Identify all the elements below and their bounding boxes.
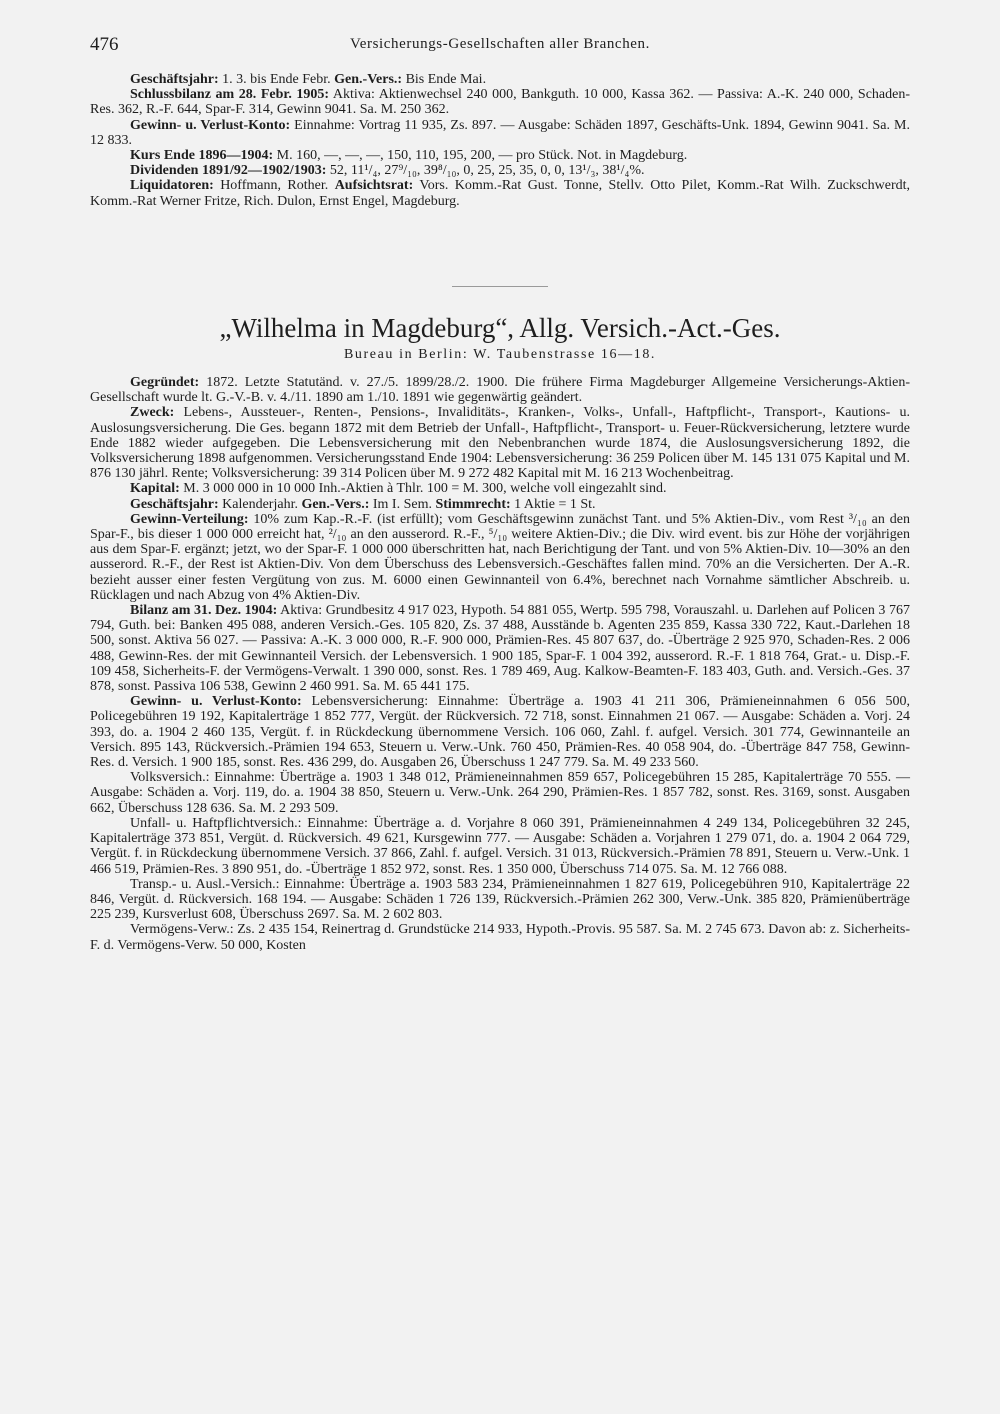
text: 1. 3. bis Ende Febr. [218,72,335,87]
entry-kurs [90,148,910,163]
text: Volksversich.: Einnahme: Überträge a. 1903 1 348 012, Prämieneinnahmen 859 657, Policegebühren 15 285, Kapitalerträge 70 555. — Ausgabe: Schäden a. Vorj. 119, do. a. 1904 38 850, Steuern u. Verw.-Unk. 264 290, Prämien-Res. 1 857 782, sonst. Res. 3169, sonst. Ausgaben 662, Überschuss 128 636. Sa. M. 2 293 509. [90,770,910,816]
text: 52, 11¹/₄, 27⁹/₁₀, 39⁸/₁₀, 0, 25, 25, 35, 0, 0, 13¹/₃, 38¹/₄%. [326,163,645,179]
entry-liquidatoren [90,178,910,208]
entry-dividenden [90,163,910,178]
text: Lebens-, Aussteuer-, Renten-, Pensions-, Invaliditäts-, Kranken-, Volks-, Unfall-, Haftpflicht-, Transport-, Kautions- u. Auslosungsversicherung. Die Ges. begann 1872 mit dem Betrieb der Unfall-, Haftpflicht-, Transport- u. Feuer-Rückversicherung, letztere wurde Ende 1882 wieder aufgegeben. Die Lebensversicherung mit den Nebenbranchen wurde 1874, die Auslosungsversicherung 1892, die Volksversicherung 1898 aufgenommen. Versicherungsstand Ende 1904: Lebensversicherung: 36 259 Policen über M. 145 131 075 Kapital und M. 876 130 jährl. Rente; Volksversicherung: 39 314 Policen über M. 9 272 482 Kapital mit M. 16 213 Wochenbeitrag. [90,405,910,482]
text: M. 3 000 000 in 10 000 Inh.-Aktien à Thlr. 100 = M. 300, welche voll eingezahlt sind. [179,481,667,497]
entry-vermoegens [90,922,910,952]
text: Lebensversicherung: Einnahme: Überträge a. 1903 41 211 306, Prämieneinnahmen 6 056 500, Policegebühren 19 192, Kapitalerträge 1 852 777, Vergüt. der Rückversich. 72 718, sonst. Einnahmen 21 067. — Ausgabe: Schäden a. Vorj. 24 393, do. a. 1904 2 460 135, Vergüt. f. in Rückdeckung übernommene Versich. 106 060, Zahl. f. aufgel. Versich. 301 774, Gewinnanteile an Versich. 895 143, Rückversich.-Prämien 194 653, Steuern u. Verw.-Unk. 760 450, Prämien-Res. 40 058 904, do. -Überträge 847 758, Gewinn-Res. d. Versich. 1 900 185, sonst. Res. 436 299, do. Ausgaben 26, Überschuss 1 247 779. Sa. M. 49 233 560. [90,694,910,771]
text: Im I. Sem. [369,496,436,512]
label: Stimmrecht: [435,496,511,512]
text: Vors. Komm.-Rat Gust. Tonne, Stellv. Otto Pilet, Komm.-Rat Wilh. Zuckschwerdt, Komm.-Rat Werner Fritze, Rich. Dulon, Ernst Engel, Magdeburg. [90,178,910,209]
entry-kapital [90,481,910,496]
entry-bilanz [90,603,910,694]
entry-geschaeftsjahr [90,72,910,87]
text: Hoffmann, Rother. [213,178,335,194]
label: Gewinn-Verteilung: [130,511,249,527]
text: Transp.- u. Ausl.-Versich.: Einnahme: Überträge a. 1903 583 234, Prämieneinnahmen 1 827 619, Policegebühren 910, Kapitalerträge 22 846, Vergüt. d. Rückversich. 168 194. — Ausgabe: Schäden 1 726 139, Rückversich.-Prämien 262 300, Verw.-Unk. 385 820, Prämienüberträge 225 239, Kursverlust 608, Überschuss 2697. Sa. M. 2 602 803. [90,876,910,923]
label: Gewinn- u. Verlust-Konto: [130,117,291,133]
label: Gewinn- u. Verlust-Konto: [130,694,302,710]
label: Kurs Ende 1896—1904: [130,148,274,164]
entry-geschaeftsjahr [90,497,910,512]
company-title: „Wilhelma in Magdeburg“, Allg. Versich.-Act.-Ges. [219,313,781,343]
text: Aktiva: Grundbesitz 4 917 023, Hypoth. 54 881 055, Wertp. 595 798, Vorauszahl. u. Darlehen auf Policen 3 767 794, Guth. bei: Banken 495 088, anderen Versich.-Ges. 105 820, Zs. 37 488, Ausstände b. Agenten 235 859, Kassa 330 722, Kaut.-Darlehen 18 500, sonst. Aktiva 56 027. — Passiva: A.-K. 3 000 000, R.-F. 900 000, Prämien-Res. 45 807 637, do. -Überträge 2 925 970, Schaden-Res. 2 006 488, Gewinn-Res. der mit Gewinnanteil Versich. der Lebensversich. 1 900 185, Spar-F. 1 004 392, ausserord. R.-F. 1 818 764, Grat.- u. Disp.-F. 109 458, Sicherheits-F. der Vermögens-Verwalt. 1 390 000, sonst. Res. 1 789 469, Aug. Kalkow-Beamten-F. 183 403, Guth. and. Versich.-Ges. 37 878, sonst. Passiva 106 538, Gewinn 2 460 991. Sa. M. 65 441 175. [90,603,910,695]
previous-entry [90,72,910,209]
label: Geschäftsjahr: [130,496,219,512]
label: Bilanz am 31. Dez. 1904: [130,603,278,619]
entry-gewinn-konto [90,694,910,770]
text: Unfall- u. Haftpflichtversich.: Einnahme: Überträge a. d. Vorjahre 8 060 391, Prämieneinnahmen 4 249 134, Policegebühren 32 245, Kapitalerträge 373 851, Vergüt. d. Rückversich. 49 621, Kursgewinn 777. — Ausgabe: Schäden a. Vorjahren 1 279 071, do. a. 1904 2 064 729, Vergüt. f. in Rückdeckung übernommene Versich. 37 866, Zahl. f. aufgel. Versich. 31 013, Rückversich.-Prämien 78 891, Steuern u. Verw.-Unk. 1 466 519, Prämien-Res. 3 890 951, do. -Überträge 1 852 972, sonst. Res. 1 350 000, Überschuss 714 075. Sa. M. 12 766 088. [90,815,910,877]
page-header [90,34,910,60]
label: Aufsichtsrat: [334,178,414,194]
main-entry [90,375,910,953]
company-subtitle: Bureau in Berlin: W. Taubenstrasse 16—18. [343,347,657,362]
label: Kapital: [130,481,180,497]
text: 1872. Letzte Statutänd. v. 27./5. 1899/28./2. 1900. Die frühere Firma Magdeburger Allgemeine Versicherungs-Aktien-Gesellschaft wurde lt. G.-V.-B. v. 4./11. 1890 am 1./10. 1891 wie gegenwärtig geändert. [90,375,910,406]
label: Gen.-Vers.: [334,72,403,87]
label: Dividenden 1891/92—1902/1903: [130,163,327,179]
label: Geschäftsjahr: [130,72,219,87]
entry-schlussbilanz [90,87,910,117]
entry-transp [90,877,910,923]
entry-gegruendet [90,375,910,405]
label: Liquidatoren: [130,178,214,194]
label: Zweck: [130,405,175,421]
text: 10% zum Kap.-R.-F. (ist erfüllt); vom Geschäftsgewinn zunächst Tant. und 5% Aktien-Div., vom Rest ³/₁₀ an den Spar-F., bis dieser 1 000 000 erreicht hat, ²/₁₀ an den ausserord. R.-F., ⁵/₁₀ weitere Aktien-Div.; die Div. wird event. bis zur Höhe der vorjährigen aus dem Spar-F. ergänzt; jetzt, wo der Spar-F. 1 000 000 überschritten hat, nach Berichtigung der Tant. und von 5% Aktien-Div. 10—30% an den ausserord. R.-F., der Rest ist Aktien-Div. Von dem Überschuss des Lebensversich.-Geschäftes fallen mind. 70% an die Versicherten. Der A.-R. bezieht ausser einer festen Vergütung von zus. M. 6000 einen Gewinnanteil von 6.4%, berechnet nach Vornahme sämtlicher Abschreib. u. Rücklagen und nach Abzug von 4% Aktien-Div. [90,511,910,603]
running-title: Versicherungs-Gesellschaften aller Branchen. [349,36,651,52]
label: Gen.-Vers.: [301,496,370,512]
section-divider [452,286,548,287]
text: Einnahme: Vortrag 11 935, Zs. 897. — Ausgabe: Schäden 1897, Geschäfts-Unk. 1894, Gewinn 9041. Sa. M. 12 833. [90,117,910,148]
entry-gewinn-verteilung [90,512,910,603]
text: Kalenderjahr. [218,496,302,512]
label: Gegründet: [130,375,200,390]
entry-volksversich [90,770,910,816]
label: Schlussbilanz am 28. Febr. 1905: [130,87,330,103]
page-number: 476 [90,34,119,55]
text: 1 Aktie = 1 St. [510,496,596,512]
text: M. 160, —, —, —, 150, 110, 195, 200, — pro Stück. Not. in Magdeburg. [273,148,688,164]
entry-gewinn-konto [90,118,910,148]
entry-unfall [90,816,910,877]
text: Bis Ende Mai. [402,72,487,87]
entry-zweck [90,405,910,481]
text: Aktiva: Aktienwechsel 240 000, Bankguth. 10 000, Kassa 362. — Passiva: A.-K. 240 000, Schaden-Res. 362, R.-F. 644, Spar-F. 314, Gewinn 9041. Sa. M. 250 362. [90,87,910,118]
text: Vermögens-Verw.: Zs. 2 435 154, Reinertrag d. Grundstücke 214 933, Hypoth.-Provis. 95 587. Sa. M. 2 745 673. Davon ab: z. Sicherheits-F. d. Vermögens-Verw. 50 000, Kosten [90,922,910,953]
